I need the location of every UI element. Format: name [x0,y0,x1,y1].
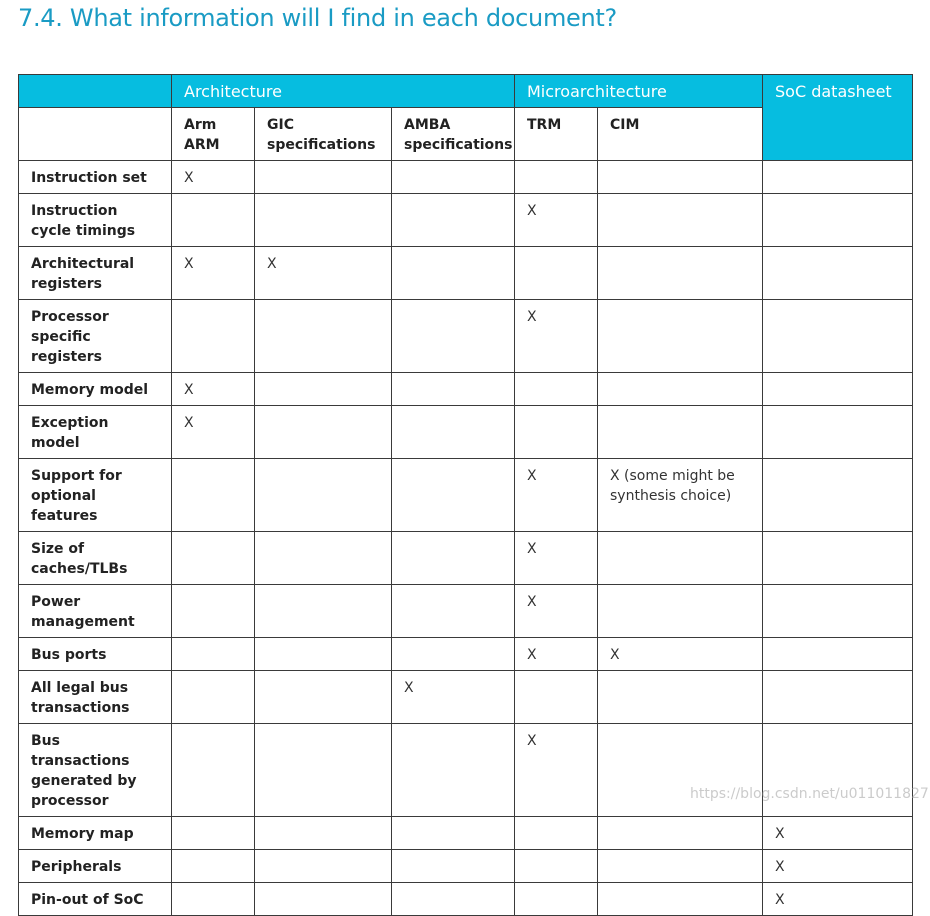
table-row [19,406,913,459]
header-row-groups [19,75,913,108]
table-row [19,671,913,724]
table-cell [255,817,392,850]
table-cell [515,817,598,850]
row-label: Processor specific registers [19,300,172,373]
doc-amba: AMBA specifications [392,108,515,161]
table-cell [763,585,913,638]
table-cell [255,883,392,916]
table-cell: X (some might be synthesis choice) [598,459,763,532]
table-cell [255,850,392,883]
row-label: Architectural registers [19,247,172,300]
table-row [19,883,913,916]
table-row [19,638,913,671]
table-cell [392,406,515,459]
table-row [19,532,913,585]
table-cell [763,194,913,247]
table-cell [255,194,392,247]
table-cell [392,724,515,817]
table-cell [172,459,255,532]
table-cell [515,161,598,194]
table-row [19,724,913,817]
table-cell: X [763,850,913,883]
table-cell [598,850,763,883]
table-cell [515,406,598,459]
doc-trm: TRM [515,108,598,161]
table-cell [255,532,392,585]
table-cell [392,300,515,373]
table-cell [515,671,598,724]
header-corner-sub [19,108,172,161]
table-cell [392,585,515,638]
table-cell: X [515,532,598,585]
table-cell [763,406,913,459]
table-cell [763,671,913,724]
table-cell: X [763,817,913,850]
table-cell [255,300,392,373]
header-corner [19,75,172,108]
table-cell [515,247,598,300]
table-cell [598,585,763,638]
row-label: Bus transactions generated by processor [19,724,172,817]
table-cell [598,724,763,817]
page-title: 7.4. What information will I find in each document? [18,4,617,32]
table-cell [763,459,913,532]
row-label: Size of caches/TLBs [19,532,172,585]
table-cell [598,373,763,406]
table-row [19,817,913,850]
table-row [19,373,913,406]
table-cell [255,459,392,532]
table-cell [392,373,515,406]
table-row [19,459,913,532]
table-cell [598,817,763,850]
watermark: https://blog.csdn.net/u011011827 [690,786,929,802]
table-cell [392,638,515,671]
table-cell [255,638,392,671]
table-cell: X [598,638,763,671]
row-label: Exception model [19,406,172,459]
table-cell [515,373,598,406]
table-cell [515,883,598,916]
table-cell: X [172,373,255,406]
table-cell [172,532,255,585]
table-row [19,300,913,373]
table-cell [255,373,392,406]
row-label: Instruction set [19,161,172,194]
table-cell [763,300,913,373]
table-cell: X [515,724,598,817]
table-cell: X [763,883,913,916]
table-cell [172,194,255,247]
doc-arm-arm: Arm ARM [172,108,255,161]
table-cell [172,638,255,671]
table-cell [392,161,515,194]
row-label: Support for optional features [19,459,172,532]
group-soc-datasheet: SoC datasheet [763,75,913,161]
table-cell [172,817,255,850]
table-cell [392,532,515,585]
table-cell [255,724,392,817]
doc-cim: CIM [598,108,763,161]
table-cell [598,300,763,373]
table-cell [598,532,763,585]
table-row [19,247,913,300]
table-cell [392,247,515,300]
table-cell: X [172,161,255,194]
table-cell [763,247,913,300]
row-label: Memory map [19,817,172,850]
table-cell: X [172,406,255,459]
table-cell: X [172,247,255,300]
group-architecture: Architecture [172,75,515,108]
table-cell [172,883,255,916]
table-cell [392,850,515,883]
row-label: All legal bus transactions [19,671,172,724]
table-cell [763,638,913,671]
row-label: Bus ports [19,638,172,671]
table-cell: X [392,671,515,724]
table-row [19,585,913,638]
table-cell [392,194,515,247]
table-cell [255,161,392,194]
row-label: Pin-out of SoC [19,883,172,916]
table-row [19,194,913,247]
doc-gic: GIC specifications [255,108,392,161]
table-cell [598,671,763,724]
table-cell [392,459,515,532]
table-cell [598,247,763,300]
table-row [19,850,913,883]
table-cell [172,850,255,883]
table-cell: X [515,194,598,247]
table-cell [763,161,913,194]
table-cell [763,373,913,406]
table-cell [255,585,392,638]
table-cell [255,406,392,459]
table-cell [515,850,598,883]
table-cell [255,671,392,724]
row-label: Memory model [19,373,172,406]
table-cell [172,300,255,373]
group-microarchitecture: Microarchitecture [515,75,763,108]
table-cell [172,585,255,638]
table-row [19,161,913,194]
table-cell: X [515,585,598,638]
table-cell [763,724,913,817]
table-cell: X [515,300,598,373]
table-cell [392,883,515,916]
table-cell [598,161,763,194]
table-cell: X [255,247,392,300]
table-cell [598,883,763,916]
table-cell: X [515,459,598,532]
table-cell [392,817,515,850]
row-label: Peripherals [19,850,172,883]
table-cell [172,671,255,724]
row-label: Power management [19,585,172,638]
table-cell [763,532,913,585]
row-label: Instruction cycle timings [19,194,172,247]
table-cell [598,406,763,459]
table-cell: X [515,638,598,671]
table-cell [598,194,763,247]
table-cell [172,724,255,817]
